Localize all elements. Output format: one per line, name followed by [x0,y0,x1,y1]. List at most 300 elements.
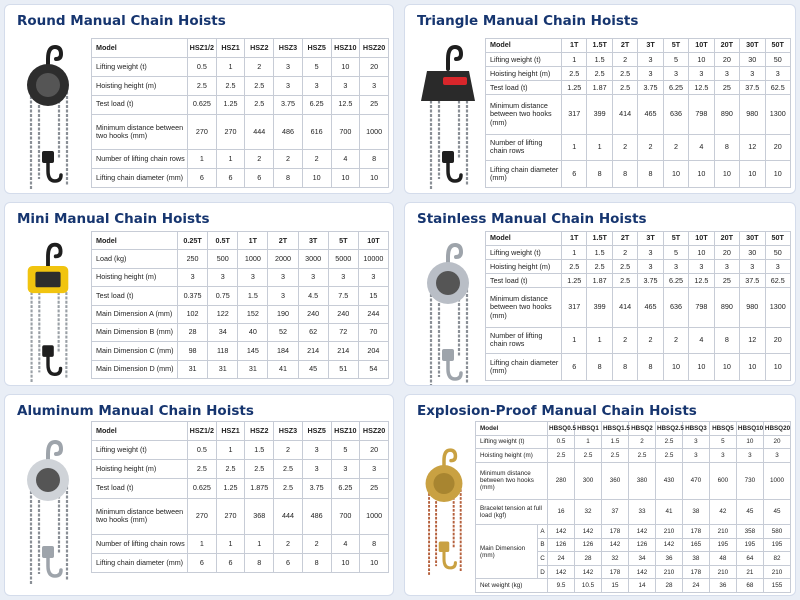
table-cell: 486 [274,114,303,150]
table-cell: 30 [740,53,765,67]
table-cell: 3.75 [638,81,663,95]
table-row [92,95,389,114]
table-cell: 2.5 [562,260,587,274]
table-cell: 3 [360,76,389,95]
table-cell: 3 [298,268,328,286]
table-cell: 3.75 [638,274,663,288]
model-column-header: 3T [298,232,328,250]
table-cell: 1 [216,534,245,553]
table-cell: 16 [548,499,575,524]
table-cell: 890 [714,95,739,134]
panel-title: Aluminum Manual Chain Hoists [17,403,254,419]
model-header: Model [92,39,188,58]
table-cell: 1.5 [587,246,612,260]
table-cell: 4 [689,134,714,161]
table-cell: 470 [682,462,709,499]
table-row [486,288,791,327]
aluminum-chain-hoist-icon [15,429,81,589]
table-cell: 6 [216,553,245,572]
table-cell: 280 [548,462,575,499]
table-cell: 8 [638,161,663,188]
table-cell: 25 [360,479,389,498]
table-cell: 3 [302,441,331,460]
row-label: Lifting chain diameter (mm) [92,553,188,572]
table-row [486,246,791,260]
table-row [92,305,389,323]
table-cell: 3 [765,67,791,81]
table-cell: 1 [216,57,245,76]
table-cell: 0.5 [548,435,575,449]
model-column-header: 5T [663,232,688,246]
panel-title: Triangle Manual Chain Hoists [417,13,639,29]
table-row [92,342,389,360]
table-cell: 36 [655,552,682,566]
table-cell: 0.5 [188,57,217,76]
model-column-header: 30T [740,39,765,53]
table-cell: 54 [358,360,388,378]
table-cell: 98 [178,342,208,360]
table-cell: 3 [689,67,714,81]
table-cell: 317 [562,288,587,327]
table-cell: 126 [628,538,655,552]
table-cell: 2 [302,150,331,169]
model-column-header: 1T [238,232,268,250]
table-row [476,462,791,499]
row-label: Main Dimension C (mm) [92,342,178,360]
table-cell: 3 [740,260,765,274]
table-cell: 126 [548,538,575,552]
table-cell: 2.5 [575,449,602,463]
table-cell: 62.5 [765,274,791,288]
table-cell: 36 [709,579,736,593]
table-cell: 317 [562,95,587,134]
header-row [92,422,389,441]
table-cell: 1.87 [587,81,612,95]
table-cell: 3 [208,268,238,286]
table-cell: 250 [178,250,208,268]
table-cell: 5 [302,57,331,76]
table-cell: 4 [331,534,360,553]
table-cell: 38 [682,499,709,524]
table-cell: 72 [328,323,358,341]
table-cell: 178 [601,565,628,579]
table-cell: 37 [601,499,628,524]
table-row [486,260,791,274]
table-cell: 0.625 [188,95,217,114]
table-cell: 178 [682,525,709,539]
table-row [92,323,389,341]
row-label: Lifting weight (t) [92,57,188,76]
table-cell: 1 [245,534,274,553]
table-cell: 10 [765,354,791,381]
table-cell: 2.5 [188,460,217,479]
table-cell: 24 [682,579,709,593]
model-header: Model [486,39,562,53]
round-hoist-panel [4,4,394,194]
table-cell: 8 [245,553,274,572]
model-column-header: HSZ5 [302,39,331,58]
model-column-header: HBSQ3 [682,422,709,436]
row-label: Lifting chain diameter (mm) [486,354,562,381]
table-cell: 45 [763,499,790,524]
row-label: Main Dimension A (mm) [92,305,178,323]
table-cell: 2 [274,150,303,169]
table-row [92,250,389,268]
table-cell: 25 [360,95,389,114]
table-cell: 165 [682,538,709,552]
table-cell: 15 [601,579,628,593]
table-cell: 1.5 [238,287,268,305]
table-cell: 210 [655,565,682,579]
table-cell: 37.5 [740,81,765,95]
table-cell: 1 [216,150,245,169]
table-cell: 142 [628,565,655,579]
row-label: Hoisting height (m) [486,67,562,81]
panel-title: Stainless Manual Chain Hoists [417,211,647,227]
row-label: Test load (t) [92,287,178,305]
table-cell: 2.5 [655,449,682,463]
table-row [92,553,389,572]
row-label: Main Dimension (mm) [476,525,538,579]
model-column-header: 50T [765,232,791,246]
table-cell: 20 [765,327,791,354]
table-cell: 1.5 [587,53,612,67]
table-cell: 6 [188,169,217,188]
model-column-header: 2T [612,232,637,246]
table-cell: 360 [601,462,628,499]
table-cell: 8 [612,161,637,188]
table-cell: 41 [655,499,682,524]
table-row [486,67,791,81]
table-cell: 20 [360,441,389,460]
table-cell: 6 [562,354,587,381]
table-cell: 20 [765,134,791,161]
model-header: Model [486,232,562,246]
table-cell: 10 [714,161,739,188]
table-cell: 102 [178,305,208,323]
table-row [92,268,389,286]
table-cell: 50 [765,246,791,260]
table-row [92,360,389,378]
table-row [476,525,791,539]
table-row [92,76,389,95]
table-cell: 12 [740,134,765,161]
table-cell: 28 [575,552,602,566]
table-cell: 240 [328,305,358,323]
table-cell: 62 [298,323,328,341]
table-cell: 700 [331,114,360,150]
model-column-header: HSZ10 [331,39,360,58]
row-label: Test load (t) [92,479,188,498]
table-cell: 270 [216,114,245,150]
table-cell: 41 [268,360,298,378]
row-label: Hoisting height (m) [92,460,188,479]
table-cell: 24 [548,552,575,566]
table-cell: 5 [709,435,736,449]
table-cell: 636 [663,288,688,327]
table-cell: 152 [238,305,268,323]
table-cell: 7.5 [328,287,358,305]
table-cell: 8 [612,354,637,381]
table-cell: 444 [274,498,303,534]
table-cell: 1 [562,327,587,354]
table-row [486,81,791,95]
table-cell: 3 [274,57,303,76]
table-cell: 636 [663,95,688,134]
table-cell: 2.5 [562,67,587,81]
table-cell: 20 [360,57,389,76]
model-column-header: HBSQ1 [575,422,602,436]
model-column-header: HSZ1 [216,422,245,441]
model-column-header: HBSQ10 [736,422,763,436]
table-cell: 1.25 [562,274,587,288]
table-cell: 414 [612,288,637,327]
table-cell: 31 [238,360,268,378]
table-cell: 1.25 [562,81,587,95]
table-cell: 1.875 [245,479,274,498]
model-column-header: 20T [714,232,739,246]
table-row [92,114,389,150]
table-cell: 1 [587,134,612,161]
table-cell: 2 [612,246,637,260]
table-cell: 1 [562,134,587,161]
model-column-header: 2T [268,232,298,250]
table-cell: 486 [302,498,331,534]
model-header: Model [92,422,188,441]
table-cell: 33 [628,499,655,524]
table-row [476,499,791,524]
model-column-header: HSZ2 [245,39,274,58]
table-cell: 82 [763,552,790,566]
spec-table [91,421,389,573]
table-cell: 5 [663,53,688,67]
table-row [476,435,791,449]
table-cell: 37.5 [740,274,765,288]
table-cell: 8 [587,354,612,381]
model-column-header: 20T [714,39,739,53]
model-column-header: 1.5T [587,39,612,53]
table-cell: 145 [238,342,268,360]
table-cell: 10 [714,354,739,381]
table-cell: 10 [689,246,714,260]
model-column-header: 10T [689,39,714,53]
table-cell: 10 [663,354,688,381]
table-cell: 3 [302,460,331,479]
model-column-header: 1T [562,39,587,53]
table-cell: 8 [587,161,612,188]
table-cell: 2 [663,327,688,354]
table-cell: 3 [638,246,663,260]
model-column-header: HSZ1/2 [188,422,217,441]
table-cell: 190 [268,305,298,323]
table-cell: 12 [740,327,765,354]
table-cell: 3 [238,268,268,286]
table-cell: 2.5 [245,460,274,479]
table-cell: 142 [655,538,682,552]
model-column-header: 5T [328,232,358,250]
table-cell: 3 [331,76,360,95]
table-cell: 444 [245,114,274,150]
table-cell: 10 [331,553,360,572]
table-cell: 358 [736,525,763,539]
table-cell: 10 [765,161,791,188]
table-cell: 3.75 [274,95,303,114]
table-cell: 10 [302,169,331,188]
dimension-sub-label: D [538,565,548,579]
table-cell: 10 [360,553,389,572]
table-cell: 5000 [328,250,358,268]
table-cell: 3 [663,260,688,274]
table-cell: 214 [298,342,328,360]
table-cell: 2000 [268,250,298,268]
table-cell: 3 [302,76,331,95]
table-row [92,287,389,305]
table-cell: 6 [274,553,303,572]
table-cell: 195 [709,538,736,552]
row-label: Lifting chain diameter (mm) [486,161,562,188]
table-cell: 184 [268,342,298,360]
model-column-header: 10T [358,232,388,250]
table-cell: 38 [682,552,709,566]
table-cell: 2 [274,441,303,460]
table-cell: 2.5 [245,76,274,95]
table-cell: 12.5 [689,81,714,95]
table-cell: 3 [714,260,739,274]
table-cell: 0.375 [178,287,208,305]
table-cell: 3 [268,268,298,286]
table-cell: 2 [663,134,688,161]
table-cell: 270 [188,114,217,150]
table-cell: 3.75 [302,479,331,498]
table-cell: 5 [663,246,688,260]
table-cell: 368 [245,498,274,534]
table-cell: 118 [208,342,238,360]
mini-hoist-panel [4,202,394,386]
table-cell: 34 [208,323,238,341]
table-cell: 142 [575,525,602,539]
row-label: Lifting weight (t) [486,246,562,260]
table-cell: 6 [188,553,217,572]
table-cell: 3 [360,460,389,479]
table-cell: 890 [714,288,739,327]
table-cell: 210 [655,525,682,539]
table-cell: 45 [736,499,763,524]
row-label: Hoisting height (m) [476,449,548,463]
table-cell: 4 [689,327,714,354]
table-cell: 244 [358,305,388,323]
table-cell: 270 [188,498,217,534]
row-label: Hoisting height (m) [486,260,562,274]
table-row [486,354,791,381]
table-cell: 204 [358,342,388,360]
table-cell: 214 [328,342,358,360]
spec-table [91,231,389,379]
row-label: Lifting chain diameter (mm) [92,169,188,188]
table-cell: 40 [238,323,268,341]
model-column-header: HBSQ0.5 [548,422,575,436]
table-cell: 2.5 [612,274,637,288]
table-cell: 1300 [765,288,791,327]
table-cell: 1 [562,53,587,67]
table-cell: 3 [274,76,303,95]
table-row [486,134,791,161]
table-cell: 580 [763,525,790,539]
table-cell: 3 [740,67,765,81]
table-cell: 6.25 [663,81,688,95]
model-column-header: 3T [638,232,663,246]
panel-title: Round Manual Chain Hoists [17,13,226,29]
table-cell: 12.5 [331,95,360,114]
table-cell: 1.5 [601,435,628,449]
row-label: Number of lifting chain rows [486,134,562,161]
table-cell: 28 [655,579,682,593]
table-cell: 2 [638,327,663,354]
table-cell: 8 [714,134,739,161]
table-cell: 31 [178,360,208,378]
table-cell: 42 [709,499,736,524]
table-cell: 21 [736,565,763,579]
table-row [486,327,791,354]
table-cell: 1 [216,441,245,460]
table-row [92,441,389,460]
table-cell: 2.5 [188,76,217,95]
table-row [486,161,791,188]
table-cell: 465 [638,95,663,134]
table-cell: 3 [765,260,791,274]
table-cell: 10 [689,161,714,188]
table-cell: 2 [628,435,655,449]
table-cell: 10 [331,169,360,188]
table-cell: 700 [331,498,360,534]
table-cell: 126 [575,538,602,552]
table-cell: 1.25 [216,95,245,114]
table-row [486,53,791,67]
table-cell: 2 [638,134,663,161]
table-cell: 10 [740,161,765,188]
table-cell: 980 [740,95,765,134]
row-label: Minimum distance between two hooks (mm) [92,498,188,534]
explosion-proof-chain-hoist-icon [415,429,473,589]
model-column-header: HSZ3 [274,422,303,441]
table-cell: 730 [736,462,763,499]
aluminum-hoist-panel [4,394,394,596]
table-cell: 6.25 [302,95,331,114]
table-cell: 178 [601,525,628,539]
table-row [92,150,389,169]
table-cell: 10 [689,354,714,381]
table-cell: 3 [682,449,709,463]
table-cell: 1000 [763,462,790,499]
table-row [486,95,791,134]
table-cell: 500 [208,250,238,268]
row-label: Load (kg) [92,250,178,268]
table-cell: 616 [302,114,331,150]
table-cell: 798 [689,95,714,134]
model-column-header: 2T [612,39,637,53]
model-column-header: HSZ20 [360,39,389,58]
row-label: Lifting weight (t) [486,53,562,67]
row-label: Lifting weight (t) [92,441,188,460]
table-cell: 64 [736,552,763,566]
table-cell: 70 [358,323,388,341]
model-column-header: 3T [638,39,663,53]
model-column-header: HSZ5 [302,422,331,441]
table-cell: 142 [601,538,628,552]
spec-table [485,38,791,188]
row-label: Test load (t) [486,274,562,288]
table-cell: 2.5 [601,449,628,463]
triangle-chain-hoist-icon [415,39,481,189]
